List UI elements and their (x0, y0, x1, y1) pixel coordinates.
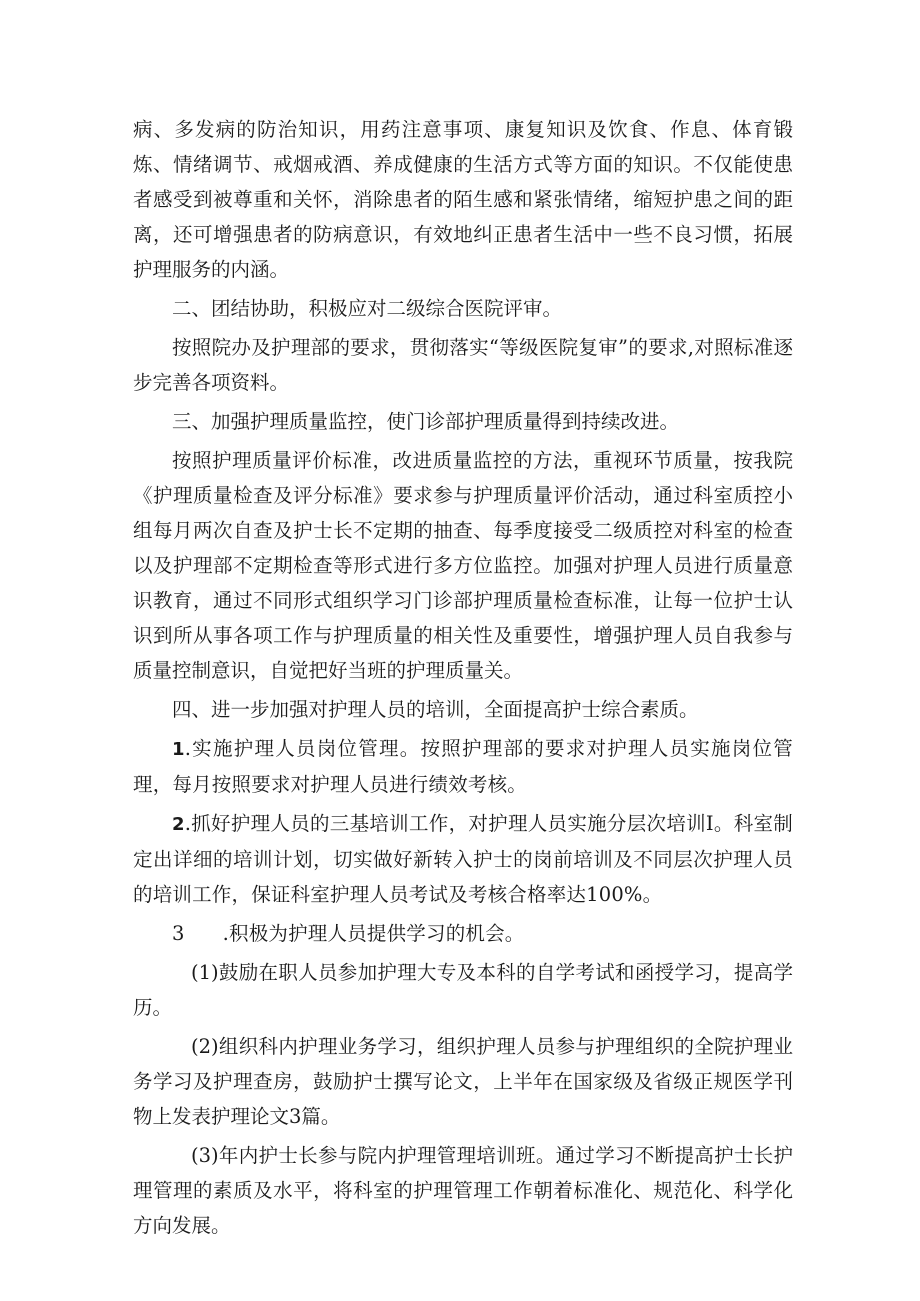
list-item-2 (133, 806, 793, 912)
sub-item-text: 组织科内护理业务学习，组织护理人员参与护理组织的全院护理业务学习及护理查房，鼓励护士撰写论文，上半年在国家级及省级正规医学刊物上发表护理论文3篇。 (133, 1035, 793, 1128)
sub-item-number: (1) (191, 961, 219, 984)
list-item-text: .实施护理人员岗位管理。按照护理部的要求对护理人员实施岗位管理，每月按照要求对护理人员进行绩效考核。 (133, 737, 793, 796)
list-item-text: .积极为护理人员提供学习的机会。 (222, 922, 525, 945)
sub-item-number: (2) (191, 1035, 219, 1058)
heading-section-4: 四、进一步加强对护理人员的培训，全面提高护士综合素质。 (172, 698, 699, 721)
heading-section-3: 三、加强护理质量监控，使门诊部护理质量得到持续改进。 (172, 410, 680, 433)
paragraph-section-2: 按照院办及护理部的要求，贯彻落实“等级医院复审”的要求,对照标准逐步完善各项资料。 (133, 336, 793, 394)
paragraph-health-education: 病、多发病的防治知识，用药注意事项、康复知识及饮食、作息、体育锻炼、情绪调节、戒烟戒酒、养成健康的生活方式等方面的知识。不仅能使患者感受到被尊重和关怀，消除患者的陌生感和紧张情绪，缩短护患之间的距离，还可增强患者的防病意识，有效地纠正患者生活中一些不良习惯，拓展护理服务的内涵。 (133, 118, 793, 281)
list-item-3 (133, 916, 793, 951)
list-item-number: 1 (172, 739, 185, 760)
list-item-number: 2 (172, 814, 185, 835)
list-item-text: .抓好护理人员的三基培训工作，对护理人员实施分层次培训I。科室制定出详细的培训计划，切实做好新转入护士的岗前培训及不同层次护理人员的培训工作，保证科室护理人员考试及考核合格率达100%。 (133, 812, 793, 906)
sub-item-2 (133, 1029, 793, 1134)
sub-item-1 (133, 955, 793, 1025)
sub-item-number: (3) (191, 1144, 219, 1167)
heading-section-2: 二、团结协助，积极应对二级综合医院评审。 (172, 297, 563, 320)
list-item-1 (133, 731, 793, 802)
sub-item-text: 年内护士长参与院内护理管理培训班。通过学习不断提高护士长护理管理的素质及水平，将科室的护理管理工作朝着标准化、规范化、科学化方向发展。 (133, 1144, 793, 1237)
document-body (133, 112, 793, 1247)
sub-item-text: 鼓励在职人员参加护理大专及本科的自学考试和函授学习，提高学历。 (133, 961, 793, 1019)
list-item-number: 3 (172, 922, 185, 945)
paragraph-section-3: 按照护理质量评价标准，改进质量监控的方法，重视环节质量，按我院《护理质量检查及评分标准》要求参与护理质量评价活动，通过科室质控小组每月两次自查及护士长不定期的抽查、每季度接受二级质控对科室的检查以及护理部不定期检查等形式进行多方位监控。加强对护理人员进行质量意识教育，通过不同形式组织学习门诊部护理质量检查标准，让每一位护士认识到所从事各项工作与护理质量的相关性及重要性，增强护理人员自我参与质量控制意识，自觉把好当班的护理质量关。 (133, 449, 793, 682)
sub-item-3 (133, 1138, 793, 1243)
